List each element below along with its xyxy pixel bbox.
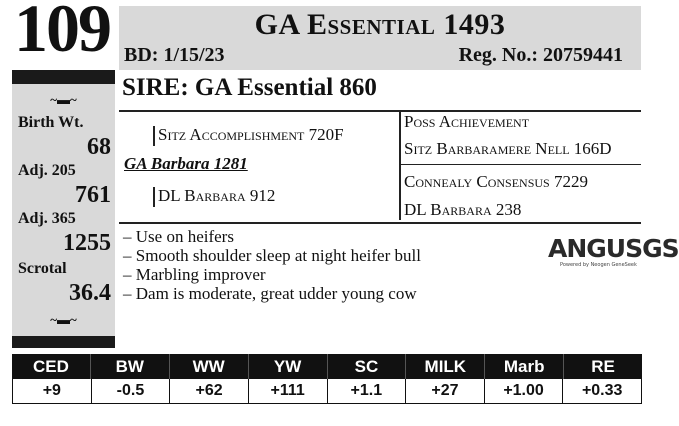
epd-header-yw: YW	[249, 354, 328, 379]
epd-value-re: +0.33	[581, 382, 623, 399]
epd-value-ww: +62	[170, 379, 249, 403]
stat-value-scrotal: 36.4	[69, 280, 111, 306]
ss-sire: Poss Achievement	[404, 112, 530, 131]
logo-text: ANGUSGS	[548, 234, 679, 263]
epd-header-marb: Marb	[485, 354, 564, 379]
epd-header-ww: WW	[170, 354, 249, 379]
sire-name: SIRE: GA Essential 860	[122, 74, 377, 101]
lot-number: 109	[14, 0, 110, 66]
side-panel-top-bar	[12, 70, 115, 84]
stat-value-birth-wt: 68	[87, 134, 111, 160]
pedigree-bracket	[153, 187, 155, 207]
ornament-top: ~▬~	[50, 92, 77, 107]
epd-header-ced: CED	[12, 354, 91, 379]
dam-sire: DL Barbara 912	[158, 186, 276, 205]
registration-number: Reg. No.: 20759441	[458, 44, 623, 66]
epd-header-bw: BW	[91, 354, 170, 379]
note-item: – Use on heifers	[123, 227, 234, 246]
ornament-bottom: ~▬~	[50, 312, 77, 327]
birth-date: BD: 1/15/23	[124, 44, 225, 66]
stat-value-adj-205: 761	[75, 182, 111, 208]
angus-gs-logo	[548, 234, 679, 274]
sire-sire: Sitz Accomplishment 720F	[158, 125, 344, 144]
stat-label-birth-wt: Birth Wt.	[18, 114, 84, 131]
epd-value-milk: +27	[406, 379, 485, 403]
epd-table	[12, 354, 642, 404]
stat-label-scrotal: Scrotal	[18, 260, 67, 277]
epd-header-re: RE	[564, 354, 642, 379]
dam-name: GA Barbara 1281	[124, 154, 248, 173]
note-item: – Marbling improver	[123, 265, 266, 284]
epd-value-marb: +1.00	[485, 379, 564, 403]
side-stats-panel	[12, 84, 115, 336]
epd-value-row	[12, 379, 642, 404]
logo-subtext: Powered by Neogen GeneSeek	[560, 262, 637, 268]
stat-value-adj-365: 1255	[63, 230, 111, 256]
epd-header-row	[12, 354, 642, 379]
note-item: – Dam is moderate, great udder young cow	[123, 284, 417, 303]
ds-sire: Connealy Consensus 7229	[404, 172, 588, 191]
note-item: – Smooth shoulder sleep at night heifer bull	[123, 246, 421, 265]
epd-value-sc: +1.1	[328, 379, 407, 403]
epd-header-sc: SC	[328, 354, 407, 379]
epd-value-yw: +111	[249, 379, 328, 403]
pedigree-divider	[400, 164, 641, 165]
epd-value-ced: +9	[13, 379, 92, 403]
animal-name: GA Essential 1493	[254, 8, 506, 41]
stat-label-adj-365: Adj. 365	[18, 210, 76, 227]
ss-dam: Sitz Barbaramere Nell 166D	[404, 139, 612, 158]
epd-value-bw: -0.5	[92, 379, 171, 403]
side-panel-bottom-bar	[12, 336, 115, 348]
title-bar	[119, 6, 641, 70]
sire-rule	[119, 110, 641, 112]
stat-label-adj-205: Adj. 205	[18, 162, 76, 179]
ds-dam: DL Barbara 238	[404, 200, 522, 219]
notes-rule	[119, 222, 641, 224]
pedigree-bracket	[153, 126, 155, 146]
epd-header-milk: MILK	[406, 354, 485, 379]
pedigree-divider	[399, 112, 401, 220]
